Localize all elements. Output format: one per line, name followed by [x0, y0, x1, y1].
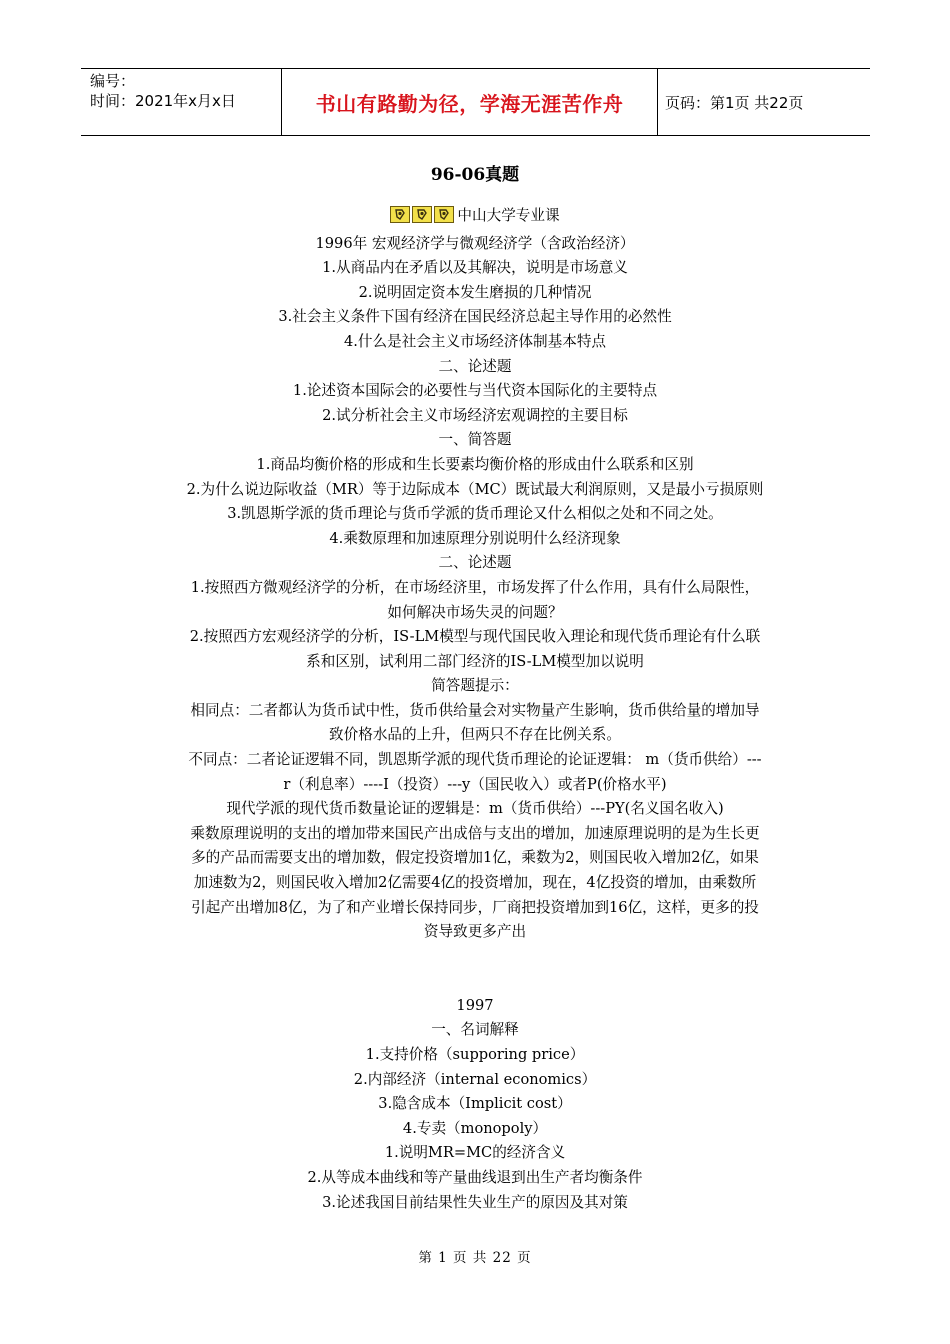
header-divider-right: [657, 68, 658, 136]
document-body: [120, 204, 830, 1215]
gear-icon: [390, 206, 410, 223]
document-number-label: 编号：: [90, 72, 136, 90]
text-line: 1.商品均衡价格的形成和生长要素均衡价格的形成由什么联系和区别: [256, 455, 694, 473]
text-line: 资导致更多产出: [423, 923, 527, 941]
document-time-label: 时间：2021年x月x日: [90, 92, 236, 110]
gear-icon: [412, 206, 432, 223]
section-1997: [120, 994, 830, 1215]
text-line: 3.社会主义条件下国有经济在国民经济总起主导作用的必然性: [278, 308, 672, 326]
subject-text: 中山大学专业课: [457, 207, 560, 224]
section-heading: 二、论述题: [438, 357, 512, 375]
text-line: 1.从商品内在矛盾以及其解决，说明是市场意义: [322, 259, 628, 277]
text-line: 1.说明MR=MC的经济含义: [384, 1144, 566, 1162]
text-line: 2.从等成本曲线和等产量曲线退到出生产者均衡条件: [307, 1168, 643, 1186]
page-footer: 第 1 页 共 22 页: [418, 1250, 532, 1266]
text-line: 相同点：二者都认为货币试中性，货币供给量会对实物量产生影响，货币供给量的增加导: [190, 701, 760, 719]
text-line: 系和区别，试利用二部门经济的IS-LM模型加以说明: [306, 652, 644, 670]
section-heading: 一、简答题: [438, 431, 512, 449]
text-line: 乘数原理说明的支出的增加带来国民产出成倍与支出的增加，加速原理说明的是为生长更: [190, 824, 760, 842]
section-1996: [120, 232, 830, 945]
text-line: 3.隐含成本（Implicit cost）: [378, 1095, 572, 1113]
text-line: 现代学派的现代货币数量论证的逻辑是：m（货币供给）---PY(名义国名收入): [226, 800, 724, 818]
text-line: 多的产品而需要支出的增加数，假定投资增加1亿，乘数为2，则国民收入增加2亿，如果: [191, 849, 759, 867]
text-line: 1.支持价格（supporing price）: [365, 1046, 585, 1063]
text-line: 1.按照西方微观经济学的分析，在市场经济里，市场发挥了什么作用，具有什么局限性，: [190, 578, 760, 596]
section-heading: 简答题提示：: [431, 677, 519, 695]
text-line: 2.试分析社会主义市场经济宏观调控的主要目标: [322, 406, 628, 424]
text-line: 2.内部经济（internal economics）: [353, 1070, 597, 1088]
text-line: 加速数为2，则国民收入增加2亿需要4亿的投资增加，现在，4亿投资的增加，由乘数所: [193, 874, 757, 892]
text-line: 1.论述资本国际会的必要性与当代资本国际化的主要特点: [292, 382, 658, 400]
text-line: 不同点：二者论证逻辑不同，凯恩斯学派的现代货币理论的论证逻辑： m（货币供给）---: [188, 751, 762, 769]
text-line: 2.按照西方宏观经济学的分析，IS-LM模型与现代国民收入理论和现代货币理论有什么联: [189, 628, 761, 646]
header-motto: 书山有路勤为径，学海无涯苦作舟: [315, 92, 624, 116]
text-line: 2.说明固定资本发生磨损的几种情况: [358, 283, 592, 301]
text-line: 2.为什么说边际收益（MR）等于边际成本（MC）既试最大利润原则，又是最小亏损原则: [186, 480, 764, 498]
gear-icon: [434, 206, 454, 223]
text-line: 4.乘数原理和加速原理分别说明什么经济现象: [329, 529, 621, 547]
subject-line: [120, 204, 830, 232]
text-line: 如何解决市场失灵的问题？: [387, 603, 563, 621]
text-line: 1996年 宏观经济学与微观经济学（含政治经济）: [315, 234, 635, 252]
year-heading: 1997: [456, 996, 494, 1014]
text-line: 3.论述我国目前结果性失业生产的原因及其对策: [322, 1193, 628, 1211]
text-line: 3.凯恩斯学派的货币理论与货币学派的货币理论又什么相似之处和不同之处。: [227, 505, 723, 523]
page-info: 页码：第1页 共22页: [665, 94, 804, 112]
header-top-rule: [81, 68, 870, 69]
section-spacer: [120, 945, 830, 994]
document-title: 96-06真题: [430, 165, 520, 185]
icon-group: [390, 206, 456, 232]
header-bottom-rule: [81, 135, 870, 136]
text-line: 4.什么是社会主义市场经济体制基本特点: [343, 332, 607, 350]
text-line: 致价格水品的上升，但两只不存在比例关系。: [329, 726, 621, 744]
text-line: r（利息率）----I（投资）---y（国民收入）或者P(价格水平): [283, 775, 667, 793]
section-heading: 一、名词解释: [431, 1021, 519, 1039]
section-heading: 二、论述题: [438, 554, 512, 572]
text-line: 引起产出增加8亿，为了和产业增长保持同步，厂商把投资增加到16亿，这样，更多的投: [191, 898, 759, 916]
text-line: 4.专卖（monopoly）: [402, 1119, 548, 1137]
